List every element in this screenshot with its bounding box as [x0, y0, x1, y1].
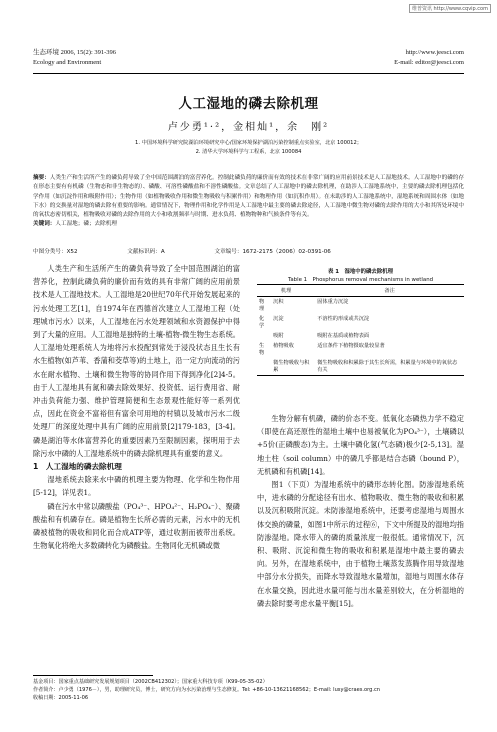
table-row: [257, 331, 464, 341]
section-paragraph-1: 湿地系统去除来水中磷的机理主要为物理、化学和生物作用[5-12]，详见表1。: [33, 475, 240, 498]
clc-number: 中图分类号：X52: [33, 249, 78, 255]
abstract-label: 摘要：: [33, 175, 50, 181]
journal-url[interactable]: http://www.jeesci.com: [405, 49, 464, 56]
keywords-label: 关键词：: [33, 221, 56, 228]
left-column: [33, 262, 240, 552]
right-column: [257, 412, 464, 610]
table-cell: 生物: [259, 342, 265, 356]
abstract: [33, 174, 464, 230]
journal-citation: 生态环境 2006, 15(2): 391-396: [33, 49, 117, 56]
table-cell: 沉淀: [273, 315, 284, 322]
right-paragraph-1: 生物分解有机磷，磷的价态不变。低氧化态磷热力学不稳定（即使在高还原性的湿地土壤中也易被氧化为PO₄³⁻），土壤磷以+5价(正磷酸态)为主。土壤中磷化氢(气态磷)极少[2-5,13]。湿地土柱（soil column）中的磷几乎都是结合态磷（bound P），无机磷和有机磷[14]。: [257, 414, 464, 476]
footnote-funding: 基金项目：国家重点基础研究发展规划项目（2002CB412302）；国家重大科技专项（K99-05-35-02）: [33, 679, 268, 685]
doc-code: 文献标识码：A: [127, 249, 165, 255]
table-body: [257, 284, 464, 376]
table-cell: 适宜条件下植物摄取量较显著: [317, 342, 385, 349]
header-rule: [33, 73, 464, 74]
article-number: 文章编号：1672-2175（2006）02-0391-06: [214, 249, 331, 255]
footnotes: [33, 678, 464, 702]
table-caption-en: Table 1 Phosphorus removal mechanisms in wetland: [287, 277, 434, 283]
table-cell: 固体重力沉淀: [317, 298, 349, 305]
table-row: [257, 314, 464, 331]
table-cell: 沉积: [273, 298, 284, 305]
intro-paragraph: 人类生产和生活所产生的磷负荷导致了全中国范围湖泊的富营养化，控制此磷负荷的廉价而有效的具有非常广阔的应用前景技术是人工湿地技术。人工湿地是20世纪70年代开始发展起来的污水处理工艺[1]，自1974年在西德首次建立人工湿地工程（处理城市污水）以来，人工湿地在污水处理领域和水资源保护中得到了大量的应用。人工湿地是独特的土壤-植物-微生物生态系统。人工湿地处理系统人为地将污水投配到常处于浸没状态且生长有水生植物(如芦苇、香蒲和茭草等)的土地上，沿一定方向流动的污水在耐水植物、土壤和微生物等的协同作用下得到净化[2]4-5。由于人工湿地具有氮和磷去除效果好、投资低、运行费用省、耐冲击负荷能力强、维护管理简便和生态景观性能好等一系列优点，因此在资金不富裕但有富余可用地的村镇以及城市污水二级处理厂的深度处理中具有广阔的应用前景[2]179-183，[3-4]。磷是湖泊等水体富营养化的重要因素乃至限制因素，探明用于去除污水中磷的人工湿地系统中的磷去除机理具有重要的意义。: [33, 264, 240, 458]
table-cell: 微生物吸收和积累除于其生长所需，积累量与环境中的氧状态有关: [315, 358, 464, 376]
affiliation-1: 1. 中国环境科学研究院湖泊环境研究中心/国家环境保护湖泊污染控制重点实验室，北京 100012；: [135, 140, 362, 146]
table-cell: 吸附在基质或植物表面: [317, 332, 370, 339]
table-cell: 物理: [259, 298, 265, 312]
table-1: [257, 268, 464, 376]
table-header-remark: 备注: [315, 285, 464, 297]
footnote-rule: [33, 675, 153, 676]
table-cell: 吸附: [273, 332, 284, 339]
table-cell: [257, 358, 271, 376]
section-paragraph-2: 磷在污水中常以磷酸盐（PO₄³⁻、HPO₄²⁻、H₂PO₄⁻）、聚磷酸盐和有机磷存在。磷是植物生长所必需的元素，污水中的无机磷被植物的吸收和同化而合成ATP等，通过收割而被带出系统。生物氧化将绝大多数磷转化为磷酸盐。生物同化无机磷或微: [33, 501, 240, 551]
table-row: [257, 358, 464, 376]
journal-email[interactable]: E-mail: editor@jeesci.com: [394, 59, 464, 66]
table-cell: 植物吸收: [273, 342, 294, 349]
article-meta: [33, 247, 464, 255]
table-caption: 表 1 湿地中的磷去除机理: [328, 269, 393, 275]
table-cell: 化学: [259, 315, 265, 329]
table-cell: 微生物吸收与积累: [271, 358, 315, 376]
abstract-text: 人类生产和生活所产生的磷负荷导致了全中国范围湖泊的富营养化。控制此磷负荷的廉价而有效的技术在非常广阔的应用前景技术是人工湿地技术。人工湿地中的磷的存在形态主要有有机磷（生物态和非生物态的）、磷酸、可溶性磷酸盐和不溶性磷酸盐。文章总结了人工湿地中的磷去除机理，在助涉人工湿地系统中，主要的磷去除机理包括化学作用（如沉淀作用和吸附作用）；生物作用（如植物吸收作用和微生物吸收与积累作用）和物理作用（如沉积作用）。在未助涉的人工湿地系统中，湿地系统和周围水体（如地下水）的交换量对湿地的磷去除有重要的影响。通常情况下，物理作用和化学作用是人工湿地中最主要的磷去除途径，人工湿地中微生物对磷的去除作用的大小和其所处环境中的氧状态密切相关，植物吸收对磷的去除作用的大小和收割频率与时期、进水负荷、植物物种和气候条件等有关。: [33, 175, 464, 219]
table-row: [257, 297, 464, 315]
keywords-text: 人工湿地；磷；去除机理: [55, 221, 117, 228]
affiliation-2: 2. 清华大学环境科学与工程系，北京 100084: [195, 149, 302, 155]
footnote-author: 作者简介：卢少勇（1976－），男，助理研究员，博士，研究方向为水污染治理与生态修复。Tel: +86-10-13621168562；E-mail: lusy@craes.org.cn: [33, 687, 380, 693]
right-paragraph-2: 图1（下页）为湿地系统中的磷形态转化图。防渗湿地系统中，进水磷的分配途径有出水、植物吸收、微生物的吸收和积累以及沉积吸附沉淀。未防渗湿地系统中，还要考虑湿地与周围水体交换的磷量，如图1中所示的过程⑥，下文中所提及的湿地均指防渗湿地。降水带入的磷的质量浓度一般很低。通常情况下，沉积、吸附、沉淀和微生物的吸收和积累是湿地中最主要的磷去向。另外，在湿地系统中，由于植物土壤蒸发蒸腾作用导致湿地中部分水分损失，而降水导致湿地水量增加，湿地与周围水体存在水量交换，因此进水量可能与出水量差别较大，在分析湿地的磷去除时要考虑水量平衡[15]。: [257, 480, 464, 608]
paper-authors: 卢少勇¹·²，金相灿¹，余 刚²: [167, 122, 330, 133]
table-cell: 不溶性的形成或共沉淀: [317, 315, 370, 322]
table-cell: [257, 331, 271, 341]
section-heading: 1 人工湿地的磷去除机理: [33, 462, 122, 472]
journal-name-en: Ecology and Environment: [33, 59, 102, 66]
footnote-received: 收稿日期：2005-11-06: [33, 695, 89, 701]
table-row: [257, 341, 464, 358]
paper-title: 人工湿地的磷去除机理: [178, 96, 319, 112]
table-header-mechanism: 机理: [257, 285, 315, 297]
watermark: 维普资讯 http://www.cqvip.com: [409, 4, 491, 13]
